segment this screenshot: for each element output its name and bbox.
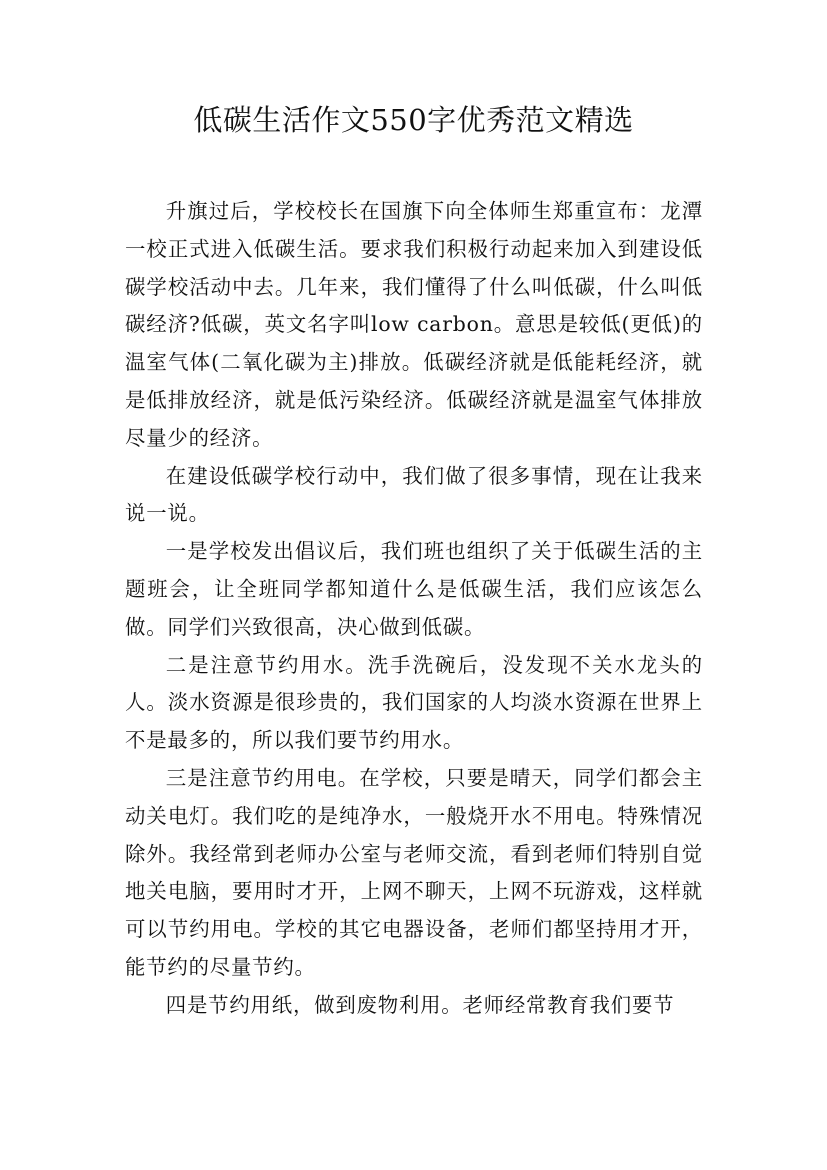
document-body xyxy=(125,193,703,1025)
document-title: 低碳生活作文550字优秀范文精选 xyxy=(193,103,634,137)
paragraph-5: 三是注意节约用电。在学校，只要是晴天，同学们都会主动关电灯。我们吃的是纯净水，一般烧开水不用电。特殊情况除外。我经常到老师办公室与老师交流，看到老师们特别自觉地关电脑，要用时才开，上网不聊天，上网不玩游戏，这样就可以节约用电。学校的其它电器设备，老师们都坚持用才开，能节约的尽量节约。 xyxy=(125,765,703,979)
paragraph-6: 四是节约用纸，做到废物利用。老师经常教育我们要节 xyxy=(165,992,675,1017)
paragraph-2: 在建设低碳学校行动中，我们做了很多事情，现在让我来说一说。 xyxy=(125,463,703,526)
paragraph-4: 二是注意节约用水。洗手洗碗后，没发现不关水龙头的人。淡水资源是很珍贵的，我们国家的人均淡水资源在世界上不是最多的，所以我们要节约用水。 xyxy=(125,652,703,753)
paragraph-3: 一是学校发出倡议后，我们班也组织了关于低碳生活的主题班会，让全班同学都知道什么是低碳生活，我们应该怎么做。同学们兴致很高，决心做到低碳。 xyxy=(125,539,703,639)
paragraph-1: 升旗过后，学校校长在国旗下向全体师生郑重宣布：龙潭一校正式进入低碳生活。要求我们积极行动起来加入到建设低碳学校活动中去。几年来，我们懂得了什么叫低碳，什么叫低碳经济?低碳，英文名字叫low carbon。意思是较低(更低)的温室气体(二氧化碳为主)排放。低碳经济就是低能耗经济，就是低排放经济，就是低污染经济。低碳经济就是温室气体排放尽量少的经济。 xyxy=(125,199,703,450)
